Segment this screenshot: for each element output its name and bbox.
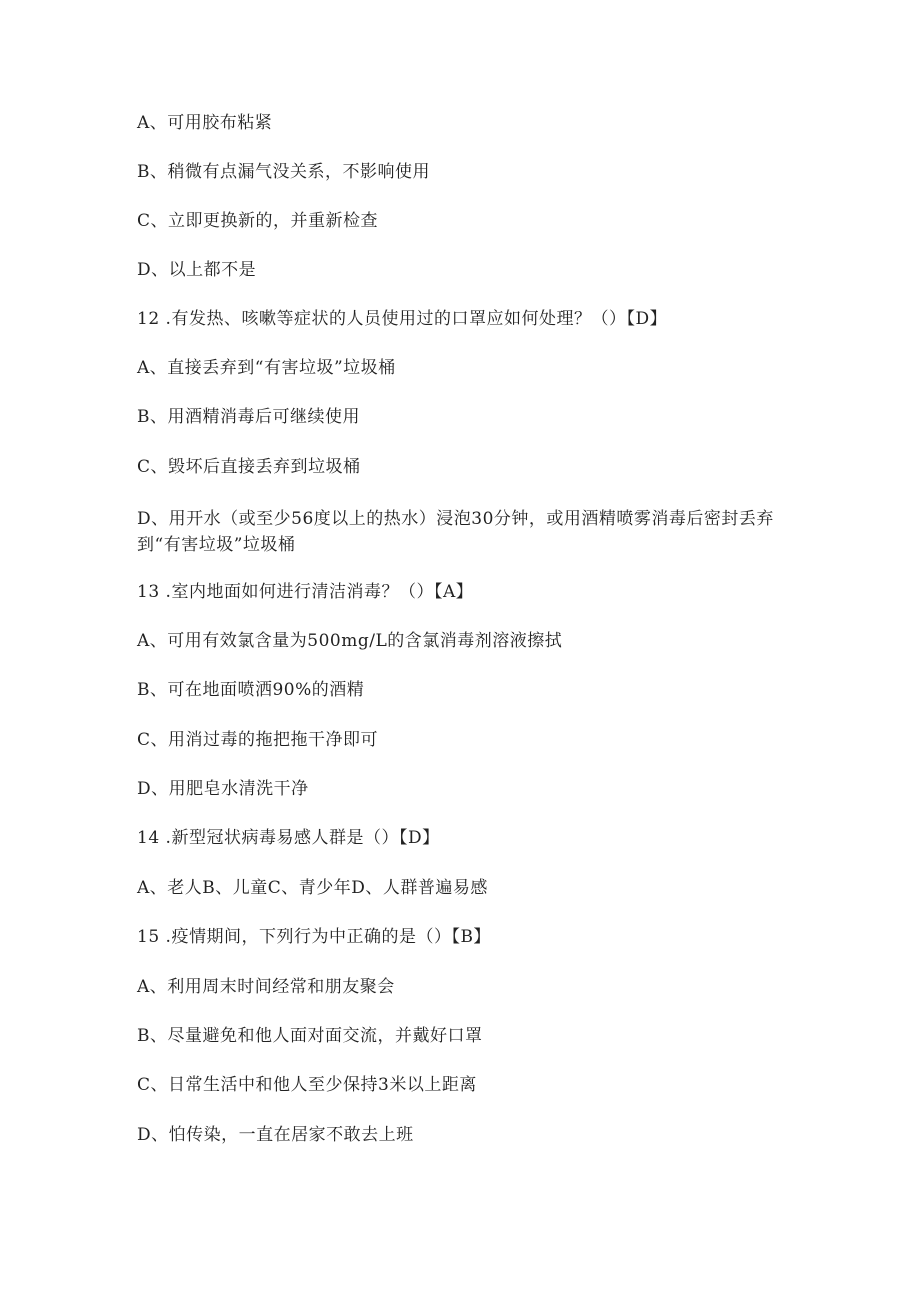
q13-option-a: A、可用有效氯含量为500mg/L的含氯消毒剂溶液擦拭 xyxy=(137,631,563,651)
q15-option-a: A、利用周末时间经常和朋友聚会 xyxy=(137,977,395,997)
q13-option-b: B、可在地面喷洒90%的酒精 xyxy=(137,680,365,700)
q15-option-d: D、怕传染，一直在居家不敢去上班 xyxy=(137,1125,414,1145)
option-c-line: C、立即更换新的，并重新检查 xyxy=(137,211,379,231)
q12-option-a: A、直接丢弃到“有害垃圾”垃圾桶 xyxy=(137,358,396,378)
question-13: 13 .室内地面如何进行清洁消毒？（）【A】 xyxy=(137,582,474,602)
q12-option-d: D、用开水（或至少56度以上的热水）浸泡30分钟，或用酒精喷雾消毒后密封丢弃到“有害垃圾”垃圾桶 xyxy=(137,509,774,555)
question-15: 15 .疫情期间，下列行为中正确的是（）【B】 xyxy=(137,927,491,947)
q14-options: A、老人B、儿童C、青少年D、人群普遍易感 xyxy=(137,878,488,898)
question-12: 12 .有发热、咳嗽等症状的人员使用过的口罩应如何处理？（）【D】 xyxy=(137,309,668,329)
q15-option-c: C、日常生活中和他人至少保持3米以上距离 xyxy=(137,1075,477,1095)
option-d-line: D、以上都不是 xyxy=(137,260,257,280)
q15-option-b: B、尽量避免和他人面对面交流，并戴好口罩 xyxy=(137,1026,483,1046)
option-a-line: A、可用胶布粘紧 xyxy=(137,113,273,133)
q13-option-c: C、用消过毒的拖把拖干净即可 xyxy=(137,730,379,750)
q13-option-d: D、用肥皂水清洗干净 xyxy=(137,779,309,799)
option-b-line: B、稍微有点漏气没关系，不影响使用 xyxy=(137,162,430,182)
question-14: 14 .新型冠状病毒易感人群是（）【D】 xyxy=(137,828,440,848)
q12-option-b: B、用酒精消毒后可继续使用 xyxy=(137,407,360,427)
q12-option-c: C、毁坏后直接丢弃到垃圾桶 xyxy=(137,457,361,477)
